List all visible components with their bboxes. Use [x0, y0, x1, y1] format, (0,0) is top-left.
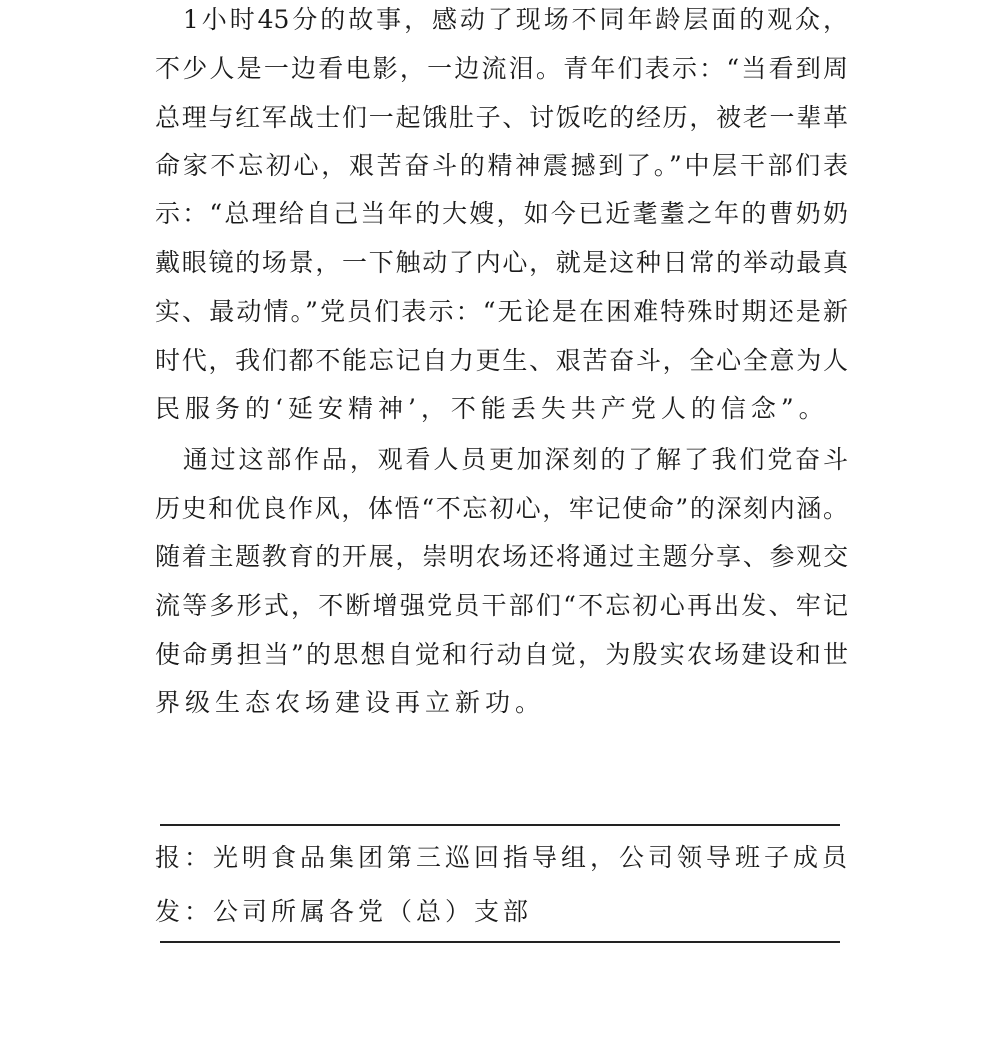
- text-line: 不少人是一边看电影，一边流泪。青年们表示：“当看到周: [155, 54, 848, 83]
- text-line: 1小时45分的故事，感动了现场不同年龄层面的观众，: [155, 5, 848, 34]
- text-line: 民服务的‘延安精神’，不能丢失共产党人的信念”。: [155, 394, 829, 423]
- divider-bottom: [160, 941, 840, 943]
- text-line: 随着主题教育的开展，崇明农场还将通过主题分享、参观交: [155, 542, 848, 571]
- send-to-line: 发：公司所属各党（总）支部: [155, 897, 533, 926]
- text-line: 命家不忘初心，艰苦奋斗的精神震撼到了。”中层干部们表: [155, 151, 848, 180]
- text-line: 示：“总理给自己当年的大嫂，如今已近耄耋之年的曹奶奶: [155, 199, 848, 228]
- text-line: 界级生态农场建设再立新功。: [155, 688, 546, 717]
- text-line: 流等多形式，不断增强党员干部们“不忘初心再出发、牢记: [155, 591, 848, 620]
- report-to-line: 报：光明食品集团第三巡回指导组，公司领导班子成员: [155, 843, 852, 872]
- text-line: 戴眼镜的场景，一下触动了内心，就是这种日常的举动最真: [155, 248, 848, 277]
- text-line: 时代，我们都不能忘记自力更生、艰苦奋斗，全心全意为人: [155, 346, 848, 375]
- text-line: 实、最动情。”党员们表示：“无论是在困难特殊时期还是新: [155, 297, 848, 326]
- text-line: 历史和优良作风，体悟“不忘初心，牢记使命”的深刻内涵。: [155, 494, 848, 523]
- text-line: 通过这部作品，观看人员更加深刻的了解了我们党奋斗: [155, 445, 848, 474]
- text-line: 使命勇担当”的思想自觉和行动自觉，为殷实农场建设和世: [155, 640, 848, 669]
- divider-top: [160, 824, 840, 826]
- text-line: 总理与红军战士们一起饿肚子、讨饭吃的经历，被老一辈革: [155, 103, 848, 132]
